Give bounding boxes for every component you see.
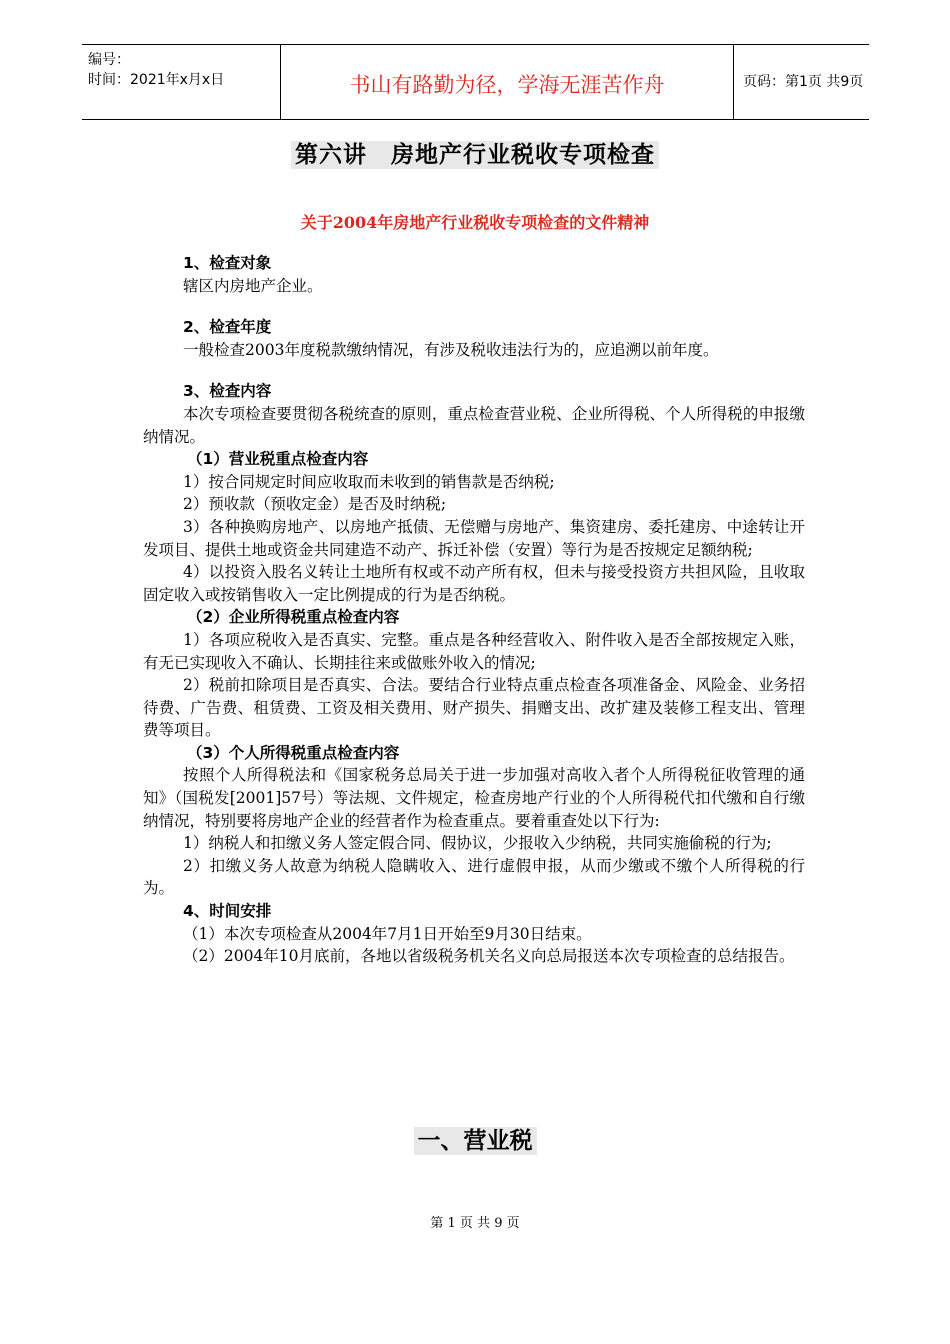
header-table — [82, 44, 869, 120]
list-item: 2）扣缴义务人故意为纳税人隐瞒收入、进行虚假申报，从而少缴或不缴个人所得税的行为。 — [143, 856, 805, 898]
list-item: 2）税前扣除项目是否真实、合法。要结合行业特点重点检查各项准备金、风险金、业务招待费、广告费、租赁费、工资及相关费用、财产损失、捐赠支出、改扩建及装修工程支出、管理费等项目。 — [143, 676, 805, 740]
paragraph: 按照个人所得税法和《国家税务总局关于进一步加强对高收入者个人所得税征收管理的通知》（国税发[2001]57号）等法规、文件规定，检查房地产行业的个人所得税代扣代缴和自行缴纳情况，特别要将房地产企业的经营者作为检查重点。要着重查处以下行为: — [143, 766, 805, 830]
document-time-label: 时间：2021年x月x日 — [88, 72, 225, 88]
document-body — [143, 252, 805, 968]
section-heading: 3、检查内容 — [183, 382, 272, 401]
list-item: 2）预收款（预收定金）是否及时纳税; — [183, 495, 447, 514]
header-page-cell — [733, 45, 869, 119]
paragraph: 辖区内房地产企业。 — [183, 276, 323, 295]
document-subtitle: 关于2004年房地产行业税收专项检查的文件精神 — [300, 213, 650, 232]
section-heading: 1、检查对象 — [183, 254, 272, 272]
paragraph: 本次专项检查要贯彻各税统查的原则，重点检查营业税、企业所得税、个人所得税的申报缴纳情况。 — [143, 404, 805, 446]
lecture-title: 第六讲 房地产行业税收专项检查 — [0, 136, 950, 169]
list-item: 1）按合同规定时间应收取而未收到的销售款是否纳税; — [183, 472, 555, 491]
list-item: 4）以投资入股名义转让土地所有权或不动产所有权，但未与接受投资方共担风险，且收取固定收入或按销售收入一定比例提成的行为是否纳税。 — [143, 563, 805, 604]
page-footer: 第 1 页 共 9 页 — [430, 1216, 520, 1231]
list-item: （1）本次专项检查从2004年7月1日开始至9月30日结束。 — [183, 924, 592, 943]
header-page-info: 页码：第1页 共9页 — [743, 74, 864, 90]
section-title: 一、营业税 — [0, 1122, 950, 1155]
list-item: 3）各种换购房地产、以房地产抵债、无偿赠与房地产、集资建房、委托建房、中途转让开发项目、提供土地或资金共同建造不动产、拆迁补偿（安置）等行为是否按规定足额纳税; — [143, 517, 805, 559]
header-motto-cell — [280, 45, 734, 119]
paragraph: 一般检查2003年度税款缴纳情况，有涉及税收违法行为的，应追溯以前年度。 — [183, 340, 719, 359]
subsection-heading: （3）个人所得税重点检查内容 — [187, 743, 400, 762]
header-meta-cell — [82, 45, 280, 119]
section-heading: 4、时间安排 — [183, 902, 272, 921]
header-motto: 书山有路勤为径，学海无涯苦作舟 — [349, 73, 665, 97]
list-item: 1）各项应税收入是否真实、完整。重点是各种经营收入、附件收入是否全部按规定入账，有无已实现收入不确认、长期挂往来或做账外收入的情况; — [143, 630, 805, 672]
section-heading: 2、检查年度 — [183, 318, 272, 337]
subsection-heading: （1）营业税重点检查内容 — [187, 450, 369, 469]
list-item: （2）2004年10月底前，各地以省级税务机关名义向总局报送本次专项检查的总结报告。 — [183, 947, 795, 966]
document-number-label: 编号： — [88, 52, 130, 68]
subsection-heading: （2）企业所得税重点检查内容 — [187, 608, 400, 627]
list-item: 1）纳税人和扣缴义务人签定假合同、假协议，少报收入少纳税，共同实施偷税的行为; — [183, 834, 772, 853]
